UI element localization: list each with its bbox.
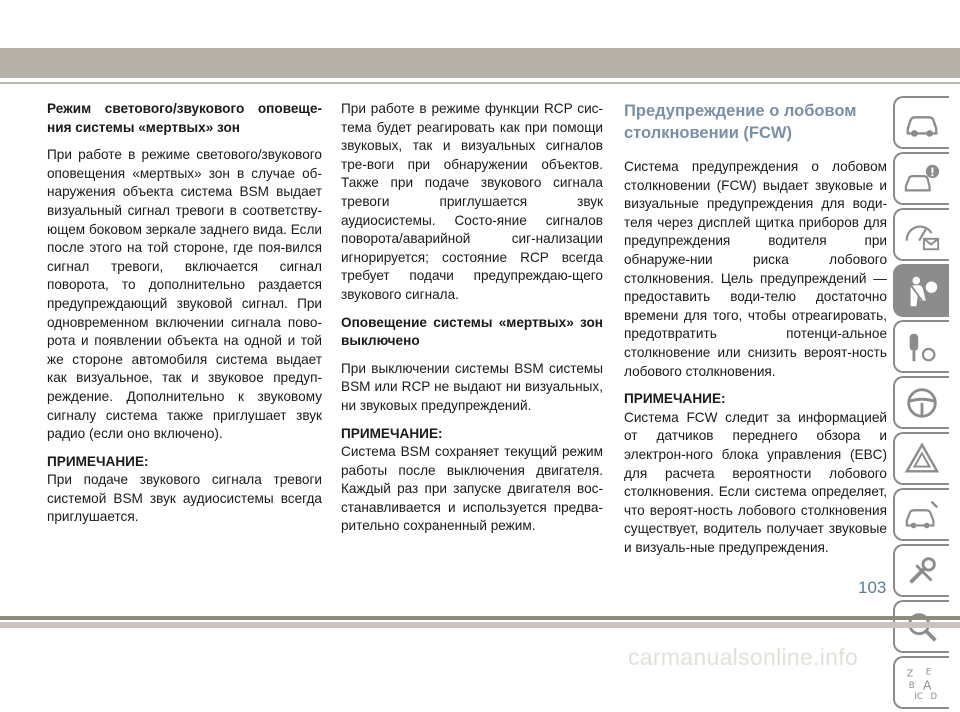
key-icon [903,328,941,366]
section-title: Предупреждение о лобовом столкновении (FCW) [624,102,857,142]
alphabet-index-icon [903,664,941,702]
tab-steering-wheel[interactable] [893,376,949,429]
car-service-icon [903,496,941,534]
column-1 [47,100,322,536]
body-paragraph: При работе в режиме светового/звукового оповещения «мертвых» зон в случае об-наружения объекта система BSM выдает визуальный сигнал тревоги в соответству-ющем боковом зеркале заднего вида. Если после этого на той стороне, где поя-вился сигнал тревоги, включается сигнал поворота, то дополнительно раздается предупреждающий звуковой сигнал. При одновременном включении сигнала пово-рота и появлении объекта на одной и той же стороне автомобиля система выдает как визуальное, так и звуковое предуп-реждение. Дополнительно к звуковому сигналу система также приглушает звук радио (если оно включено). [47,147,322,442]
note-text: Система BSM сохраняет текущий режим работы после выключения двигателя. Каждый раз при запуске двигателя вос-станавливается и используется предва-рительно сохраненный режим. [341,444,603,534]
page-number: 103 [858,578,887,597]
steering-wheel-icon [903,384,941,422]
tab-seatbelt-airbag[interactable] [893,264,949,317]
note-title: ПРИМЕЧАНИЕ: [47,453,149,469]
header-band [0,48,960,78]
wrench-tools-icon [903,552,941,590]
column-3 [624,100,887,566]
tab-key[interactable] [893,320,949,373]
tab-car[interactable] [893,96,949,149]
svg-text:IC: IC [914,691,923,702]
tab-car-info[interactable] [893,152,949,205]
tab-car-service[interactable] [893,488,949,541]
watermark: carmanualsonline.info [628,644,859,670]
note-text: Система FCW следит за информацией от датчиков переднего обзора и электрон-ного блока управления (EBC) для расчета вероятности лобового столкновения. Если система определяет, что вероят-ность лобового столкновения существует, водитель получает звуковые и визуаль-ные предупреждения. [624,409,887,555]
body-paragraph: При работе в режиме функции RCP сис-тема будет реагировать как при помощи звуковых, так и визуальных сигналов тре-воги при обнаружении объектов. Также при подаче звукового сигнала тревоги приглушается звук аудиосистемы. Состо-яние сигналов поворота/аварийной сиг-нализации игнорируется; состояние RCP всегда требует подачи предупреждаю-щего звукового сигнала. [341,101,603,302]
tab-wrench[interactable] [893,544,949,597]
section-heading: Оповещение системы «мертвых» зон выключено [341,314,603,349]
column-2 [341,100,603,545]
top-margin [0,0,960,48]
car-info-icon [903,160,941,198]
footer-rule [0,616,960,620]
tab-warning[interactable] [893,432,949,485]
tab-index[interactable] [893,656,949,709]
car-icon [903,104,941,142]
svg-text:D: D [930,691,938,702]
svg-text:E: E [925,666,932,677]
svg-text:B: B [908,680,915,691]
footer-band [0,622,960,628]
note-title: ПРИМЕЧАНИЕ: [624,391,726,407]
note-title: ПРИМЕЧАНИЕ: [341,425,443,441]
body-paragraph: При выключении системы BSM системы BSM или RCP не выдают ни визуальных, ни звуковых предупреждений. [341,360,603,413]
tab-dashboard-message[interactable] [893,208,949,261]
warning-triangle-icon [903,440,941,478]
note-text: При подаче звукового сигнала тревоги системой BSM звук аудиосистемы всегда приглушается. [47,472,322,525]
dashboard-message-icon [903,216,941,254]
body-paragraph: Система предупреждения о лобовом столкновении (FCW) выдает звуковые и визуальные предупреждения для води-теля через дисплей щитка приборов для предупреждения водителя при обнаруже-нии риска лобового столкновения. Цель предупреждений — предоставить води-телю достаточно времени для того, чтобы отреагировать, предотвратить потенци-альное столкновение или снизить вероят-ность лобового столкновения. [624,159,887,379]
section-heading: Режим светового/звукового оповеще-ния системы «мертвых» зон [47,101,322,135]
seatbelt-airbag-icon [903,272,941,310]
header-rule [0,82,960,84]
svg-text:A: A [922,678,932,693]
svg-text:Z: Z [906,667,914,679]
